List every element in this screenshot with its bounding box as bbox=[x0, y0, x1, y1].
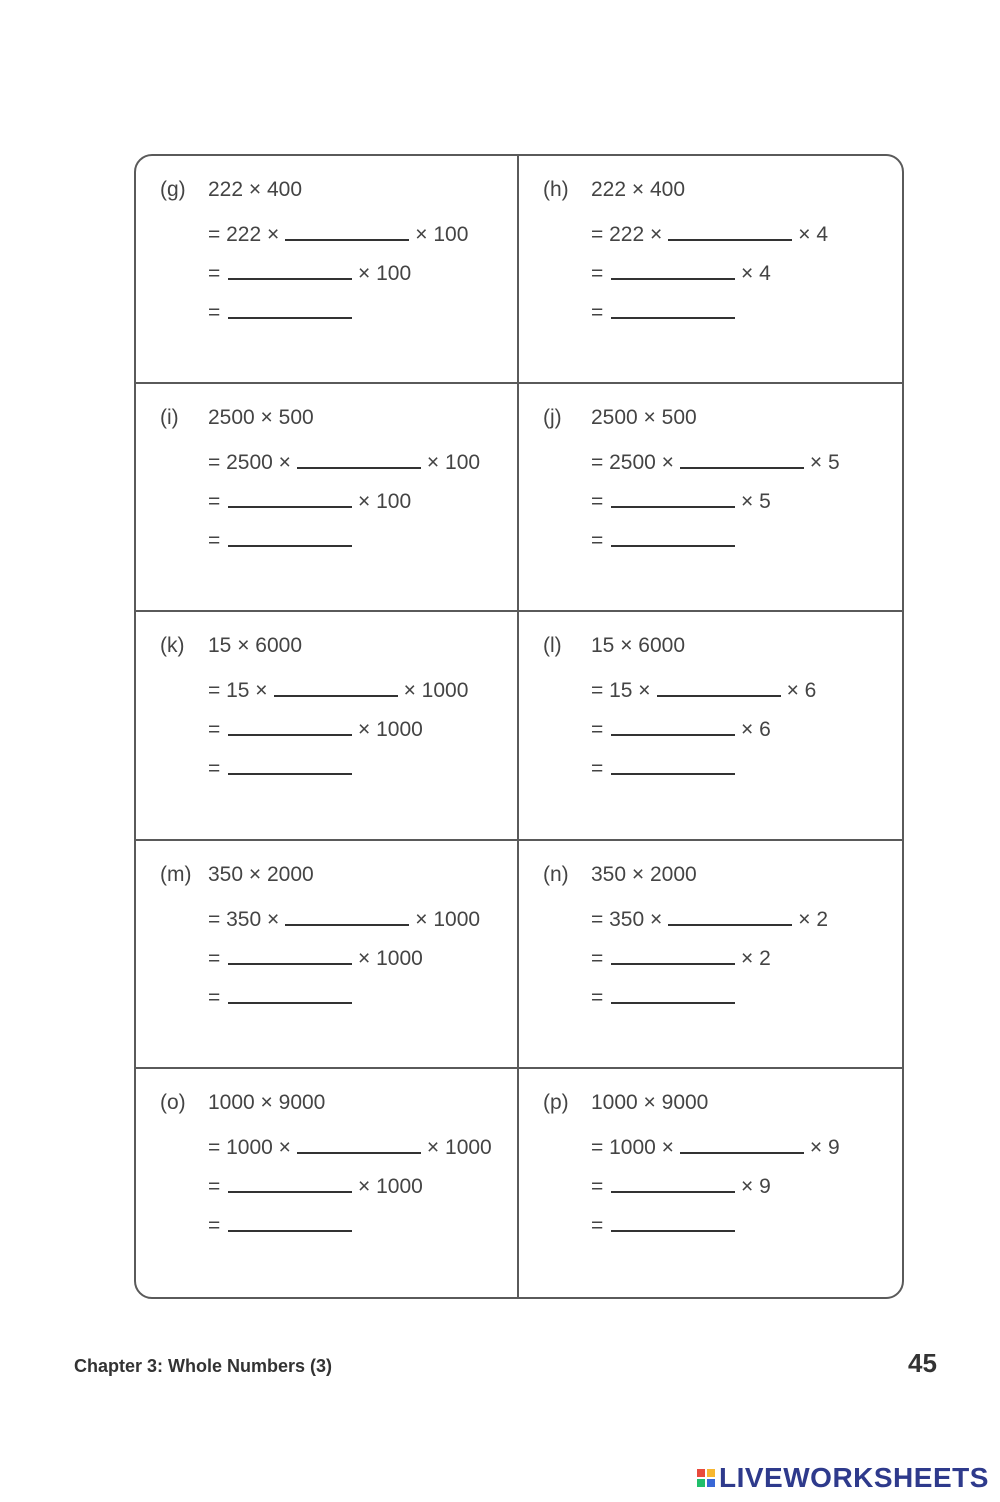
expression-text: 2500 × 500 bbox=[208, 406, 314, 430]
step-3 bbox=[591, 980, 741, 1010]
step-2 bbox=[208, 1169, 423, 1199]
step-2 bbox=[208, 256, 411, 286]
answer-blank[interactable] bbox=[680, 1130, 804, 1154]
chapter-title: Chapter 3: Whole Numbers (3) bbox=[74, 1356, 333, 1376]
step-1-prefix: = 15 × bbox=[591, 679, 651, 703]
logo-square-2 bbox=[707, 1469, 715, 1477]
step-3 bbox=[591, 523, 741, 553]
step-1-prefix: = 222 × bbox=[591, 223, 663, 246]
step-2-prefix: = bbox=[591, 946, 604, 970]
step-1 bbox=[591, 902, 828, 932]
answer-blank[interactable] bbox=[297, 1130, 421, 1154]
step-2 bbox=[208, 712, 423, 742]
step-1-prefix: = 350 × bbox=[591, 907, 663, 931]
step-2-prefix: = bbox=[208, 1174, 221, 1198]
step-1-suffix: × 2 bbox=[798, 907, 829, 931]
step-2-suffix: × 1000 bbox=[358, 1174, 423, 1198]
worksheet-table bbox=[134, 154, 904, 1299]
step-2-prefix: = bbox=[208, 490, 221, 514]
problem-expression bbox=[591, 178, 685, 202]
step-2-prefix: = bbox=[208, 262, 221, 285]
step-3-prefix: = bbox=[208, 1213, 221, 1237]
step-3-prefix: = bbox=[591, 1213, 604, 1237]
step-1 bbox=[591, 673, 816, 703]
step-2 bbox=[208, 484, 411, 514]
step-3-prefix: = bbox=[591, 757, 604, 781]
answer-blank[interactable] bbox=[611, 484, 735, 508]
step-2-prefix: = bbox=[208, 946, 221, 970]
problem-expression bbox=[591, 1091, 708, 1115]
step-1-suffix: × 1000 bbox=[426, 1135, 492, 1159]
step-1-suffix: × 1000 bbox=[415, 907, 481, 931]
problem-expression bbox=[208, 178, 302, 202]
answer-blank[interactable] bbox=[611, 1169, 735, 1193]
logo-square-4 bbox=[707, 1479, 715, 1487]
problem-label: (l) bbox=[543, 634, 562, 658]
answer-blank[interactable] bbox=[668, 217, 792, 241]
step-2-suffix: × 5 bbox=[741, 490, 771, 514]
expression-text: 1000 × 9000 bbox=[208, 1090, 326, 1114]
answer-blank[interactable] bbox=[611, 1208, 735, 1232]
step-2-suffix: × 1000 bbox=[358, 946, 423, 970]
answer-blank[interactable] bbox=[611, 712, 735, 736]
problem-cell bbox=[519, 1069, 902, 1297]
step-2 bbox=[591, 484, 771, 514]
answer-blank[interactable] bbox=[274, 673, 398, 697]
problem-expression bbox=[208, 863, 314, 887]
problem-label: (p) bbox=[543, 1090, 569, 1114]
answer-blank[interactable] bbox=[611, 295, 735, 319]
step-1-suffix: × 5 bbox=[809, 451, 840, 475]
logo-square-3 bbox=[697, 1479, 705, 1487]
step-3 bbox=[591, 295, 741, 325]
step-2-suffix: × 100 bbox=[358, 262, 412, 285]
step-2-suffix: × 2 bbox=[741, 946, 771, 970]
step-3-prefix: = bbox=[208, 985, 221, 1009]
problem-label: (j) bbox=[543, 406, 562, 430]
step-3 bbox=[208, 980, 358, 1010]
answer-blank[interactable] bbox=[680, 445, 804, 469]
problem-expression bbox=[208, 406, 314, 430]
step-2-suffix: × 1000 bbox=[358, 718, 423, 742]
answer-blank[interactable] bbox=[297, 445, 421, 469]
watermark-text: LIVEWORKSHEETS bbox=[719, 1462, 989, 1493]
problem-cell bbox=[519, 384, 902, 612]
step-3 bbox=[208, 751, 358, 781]
step-2 bbox=[591, 712, 771, 742]
step-1 bbox=[208, 445, 480, 475]
expression-text: 1000 × 9000 bbox=[591, 1090, 709, 1114]
step-1-prefix: = 2500 × bbox=[591, 451, 674, 475]
expression-text: 15 × 6000 bbox=[591, 634, 686, 658]
step-1 bbox=[591, 217, 828, 247]
answer-blank[interactable] bbox=[228, 484, 352, 508]
step-1-prefix: = 350 × bbox=[208, 907, 280, 931]
problem-expression bbox=[591, 406, 697, 430]
step-2 bbox=[591, 1169, 771, 1199]
expression-text: 222 × 400 bbox=[591, 178, 686, 201]
expression-text: 350 × 2000 bbox=[591, 862, 697, 886]
step-2 bbox=[591, 256, 771, 286]
step-3-prefix: = bbox=[208, 301, 221, 324]
problem-expression bbox=[591, 634, 685, 658]
problem-expression bbox=[208, 634, 302, 658]
liveworksheets-watermark bbox=[697, 1462, 989, 1494]
step-2-prefix: = bbox=[591, 1174, 604, 1198]
answer-blank[interactable] bbox=[611, 980, 735, 1004]
step-1 bbox=[591, 1130, 840, 1160]
problem-label: (i) bbox=[160, 406, 179, 430]
step-1-prefix: = 15 × bbox=[208, 679, 268, 703]
step-2-suffix: × 6 bbox=[741, 718, 771, 742]
logo-square-1 bbox=[697, 1469, 705, 1477]
answer-blank[interactable] bbox=[228, 941, 352, 965]
problem-cell bbox=[519, 612, 902, 840]
step-1 bbox=[208, 217, 468, 247]
answer-blank[interactable] bbox=[228, 1208, 352, 1232]
problem-cell bbox=[136, 841, 519, 1069]
step-1-suffix: × 100 bbox=[415, 223, 469, 246]
problem-cell bbox=[519, 841, 902, 1069]
step-3 bbox=[208, 523, 358, 553]
step-2-prefix: = bbox=[208, 718, 221, 742]
step-1-suffix: × 100 bbox=[426, 451, 481, 475]
step-1 bbox=[208, 1130, 492, 1160]
answer-blank[interactable] bbox=[228, 980, 352, 1004]
answer-blank[interactable] bbox=[657, 673, 781, 697]
step-1-suffix: × 4 bbox=[798, 223, 829, 246]
step-2-suffix: × 100 bbox=[358, 490, 412, 514]
problem-label: (m) bbox=[160, 862, 192, 886]
answer-blank[interactable] bbox=[668, 902, 792, 926]
problem-label: (g) bbox=[160, 178, 186, 201]
step-3-prefix: = bbox=[591, 985, 604, 1009]
step-1-suffix: × 9 bbox=[809, 1135, 840, 1159]
problem-label: (h) bbox=[543, 178, 569, 201]
step-2-suffix: × 9 bbox=[741, 1174, 771, 1198]
step-3 bbox=[208, 295, 358, 325]
step-1-suffix: × 6 bbox=[786, 679, 817, 703]
problem-label: (o) bbox=[160, 1090, 186, 1114]
step-1-prefix: = 222 × bbox=[208, 223, 280, 246]
step-3 bbox=[591, 751, 741, 781]
step-3-prefix: = bbox=[591, 529, 604, 553]
answer-blank[interactable] bbox=[611, 941, 735, 965]
expression-text: 222 × 400 bbox=[208, 178, 303, 201]
answer-blank[interactable] bbox=[285, 217, 409, 241]
answer-blank[interactable] bbox=[611, 256, 735, 280]
step-2-prefix: = bbox=[591, 718, 604, 742]
answer-blank[interactable] bbox=[228, 1169, 352, 1193]
step-3-prefix: = bbox=[591, 301, 604, 324]
answer-blank[interactable] bbox=[611, 751, 735, 775]
problem-cell bbox=[136, 156, 519, 384]
answer-blank[interactable] bbox=[611, 523, 735, 547]
step-2 bbox=[591, 941, 771, 971]
step-1 bbox=[208, 902, 480, 932]
step-2-suffix: × 4 bbox=[741, 262, 771, 285]
problem-cell bbox=[136, 1069, 519, 1297]
problem-expression bbox=[591, 863, 697, 887]
answer-blank[interactable] bbox=[285, 902, 409, 926]
step-1-prefix: = 1000 × bbox=[591, 1135, 674, 1159]
step-2-prefix: = bbox=[591, 262, 604, 285]
step-1-suffix: × 1000 bbox=[403, 679, 469, 703]
problem-expression bbox=[208, 1091, 325, 1115]
page-number: 45 bbox=[908, 1348, 937, 1378]
problem-cell bbox=[519, 156, 902, 384]
step-2-prefix: = bbox=[591, 490, 604, 514]
problem-label: (n) bbox=[543, 862, 569, 886]
answer-blank[interactable] bbox=[228, 751, 352, 775]
expression-text: 350 × 2000 bbox=[208, 862, 314, 886]
answer-blank[interactable] bbox=[228, 295, 352, 319]
step-3-prefix: = bbox=[208, 529, 221, 553]
step-1-prefix: = 1000 × bbox=[208, 1135, 291, 1159]
answer-blank[interactable] bbox=[228, 712, 352, 736]
step-3 bbox=[208, 1208, 358, 1238]
step-3-prefix: = bbox=[208, 757, 221, 781]
answer-blank[interactable] bbox=[228, 256, 352, 280]
step-1-prefix: = 2500 × bbox=[208, 451, 291, 475]
problem-label: (k) bbox=[160, 634, 185, 658]
expression-text: 15 × 6000 bbox=[208, 634, 303, 658]
problem-cell bbox=[136, 612, 519, 840]
liveworksheets-logo-icon bbox=[697, 1469, 715, 1487]
step-3 bbox=[591, 1208, 741, 1238]
step-1 bbox=[208, 673, 468, 703]
step-1 bbox=[591, 445, 840, 475]
answer-blank[interactable] bbox=[228, 523, 352, 547]
problem-cell bbox=[136, 384, 519, 612]
step-2 bbox=[208, 941, 423, 971]
expression-text: 2500 × 500 bbox=[591, 406, 697, 430]
